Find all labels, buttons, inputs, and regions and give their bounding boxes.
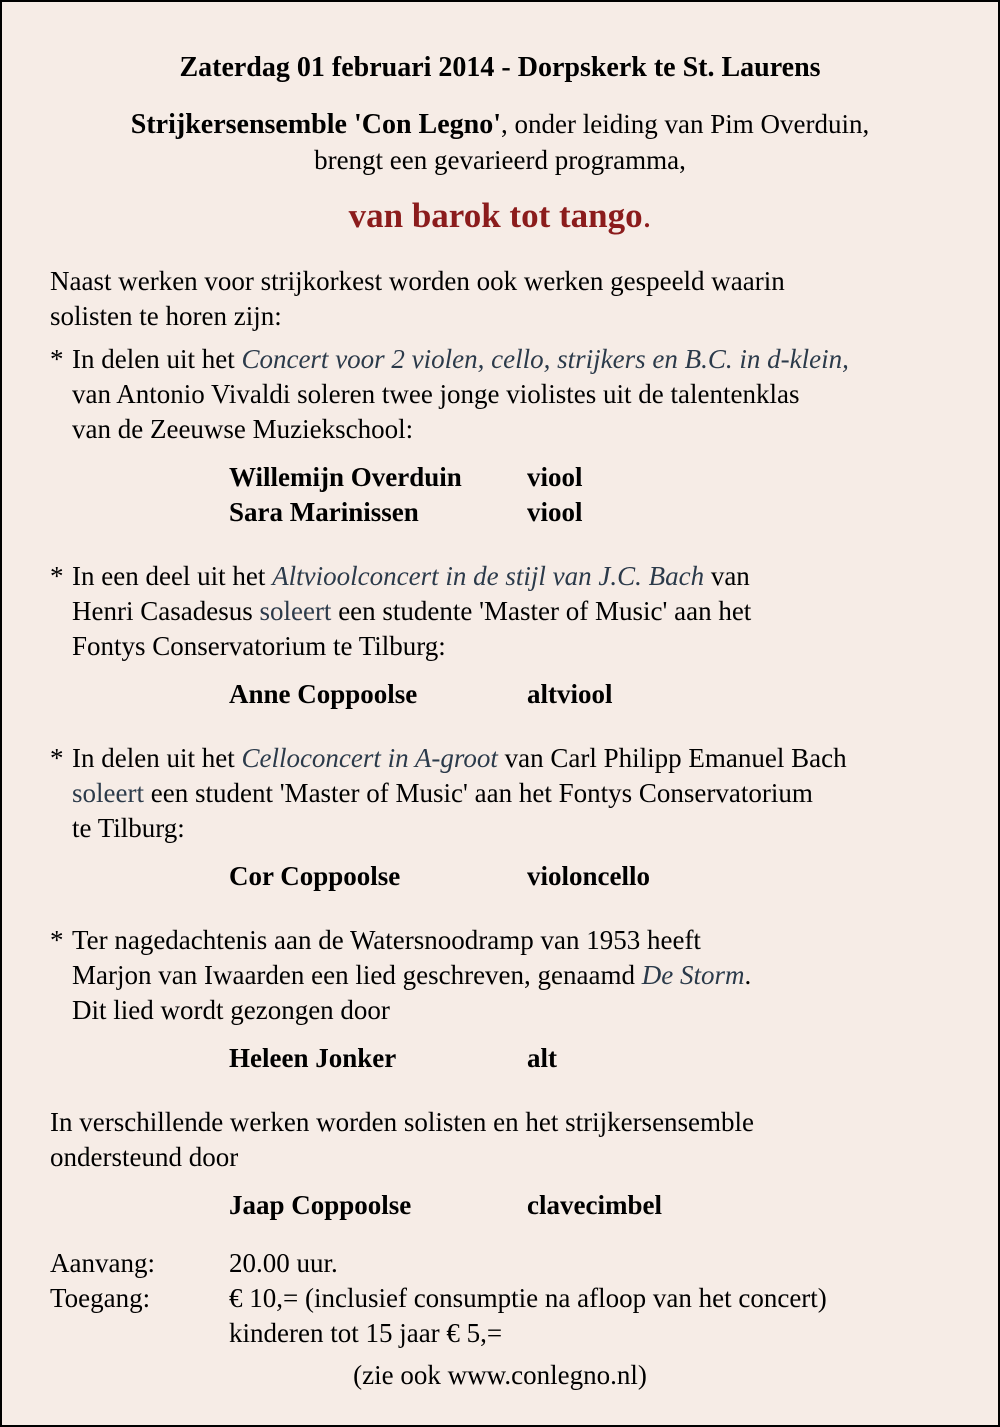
item-3-text: In delen uit het bbox=[72, 743, 242, 773]
performer-instrument: clavecimbel bbox=[527, 1190, 662, 1220]
item-2-line-3: Fontys Conservatorium te Tilburg: bbox=[72, 631, 446, 661]
bullet-3: * bbox=[50, 743, 64, 773]
item-3-verb: soleert bbox=[72, 778, 144, 808]
performer-name: Jaap Coppoolse bbox=[229, 1190, 412, 1220]
item-3-text-2: een student 'Master of Music' aan het Fontys Conservatorium bbox=[143, 778, 813, 808]
item-3-line-3: te Tilburg: bbox=[72, 813, 185, 843]
performer-name: Anne Coppoolse bbox=[229, 679, 418, 709]
intro-line-2: solisten te horen zijn: bbox=[50, 301, 282, 331]
bullet-2: * bbox=[50, 561, 64, 591]
ensemble-line bbox=[2, 109, 998, 141]
performer-instrument: alt bbox=[527, 1043, 557, 1073]
performer-instrument: viool bbox=[527, 462, 583, 492]
bullet-4: * bbox=[50, 925, 64, 955]
performer-name: Willemijn Overduin bbox=[229, 462, 462, 492]
date-heading: Zaterdag 01 februari 2014 - Dorpskerk te St. Laurens bbox=[179, 52, 821, 83]
item-4-line-1: Ter nagedachtenis aan de Watersnoodramp van 1953 heeft bbox=[72, 925, 701, 955]
support-line-2: ondersteund door bbox=[50, 1142, 239, 1172]
program-line: brengt een gevarieerd programma, bbox=[314, 145, 686, 175]
item-2-work-title: Altvioolconcert in de stijl van J.C. Bach bbox=[272, 561, 705, 591]
item-2-text: In een deel uit het bbox=[72, 561, 273, 591]
website-link[interactable]: (zie ook www.conlegno.nl) bbox=[353, 1360, 647, 1390]
item-1-text: In delen uit het bbox=[72, 344, 242, 374]
performer-name: Cor Coppoolse bbox=[229, 861, 401, 891]
ensemble-name: Strijkersensemble 'Con Legno' bbox=[130, 109, 501, 140]
item-1-work-title: Concert voor 2 violen, cello, strijkers en B.C. in d-klein, bbox=[241, 344, 849, 374]
item-1-line-2: van Antonio Vivaldi soleren twee jonge violistes uit de talentenklas bbox=[72, 379, 800, 409]
entry-value-children: kinderen tot 15 jaar € 5,= bbox=[229, 1318, 503, 1348]
entry-label: Toegang: bbox=[50, 1283, 151, 1313]
item-3-line-1 bbox=[72, 741, 847, 776]
slogan-dot: . bbox=[642, 196, 652, 235]
performer-instrument: viool bbox=[527, 497, 583, 527]
item-3-line-2 bbox=[72, 776, 813, 811]
item-1-line-1 bbox=[72, 342, 849, 377]
bullet-1: * bbox=[50, 344, 64, 374]
item-4-line-3: Dit lied wordt gezongen door bbox=[72, 995, 390, 1025]
item-4-period: . bbox=[744, 960, 752, 990]
item-3-composer: van Carl Philipp Emanuel Bach bbox=[497, 743, 847, 773]
support-line-1: In verschillende werken worden solisten en het strijkersensemble bbox=[50, 1107, 755, 1137]
start-label: Aanvang: bbox=[50, 1248, 155, 1278]
start-value: 20.00 uur. bbox=[229, 1248, 338, 1278]
slogan-text: van barok tot tango bbox=[348, 196, 643, 235]
item-2-line-2 bbox=[72, 594, 751, 629]
item-4-text: Marjon van Iwaarden een lied geschreven, genaamd bbox=[72, 960, 642, 990]
performer-instrument: altviool bbox=[527, 679, 613, 709]
performer-name: Sara Marinissen bbox=[229, 497, 419, 527]
item-4-line-2 bbox=[72, 958, 751, 993]
item-4-song-title: De Storm bbox=[641, 960, 745, 990]
item-2-text-end: van bbox=[704, 561, 750, 591]
performer-instrument: violoncello bbox=[527, 861, 650, 891]
slogan bbox=[2, 196, 998, 236]
entry-value: € 10,= (inclusief consumptie na afloop van het concert) bbox=[229, 1283, 827, 1313]
ensemble-conductor: , onder leiding van Pim Overduin, bbox=[501, 109, 870, 139]
item-1-line-3: van de Zeeuwse Muziekschool: bbox=[72, 414, 414, 444]
item-2-verb: soleert bbox=[259, 596, 332, 626]
intro-line-1: Naast werken voor strijkorkest worden ook werken gespeeld waarin bbox=[50, 266, 785, 296]
item-2-text-2: een studente 'Master of Music' aan het bbox=[331, 596, 752, 626]
performer-name: Heleen Jonker bbox=[229, 1043, 397, 1073]
item-3-work-title: Celloconcert in A-groot bbox=[241, 743, 498, 773]
item-2-line-1 bbox=[72, 559, 750, 594]
item-2-composer: Henri Casadesus bbox=[72, 596, 260, 626]
